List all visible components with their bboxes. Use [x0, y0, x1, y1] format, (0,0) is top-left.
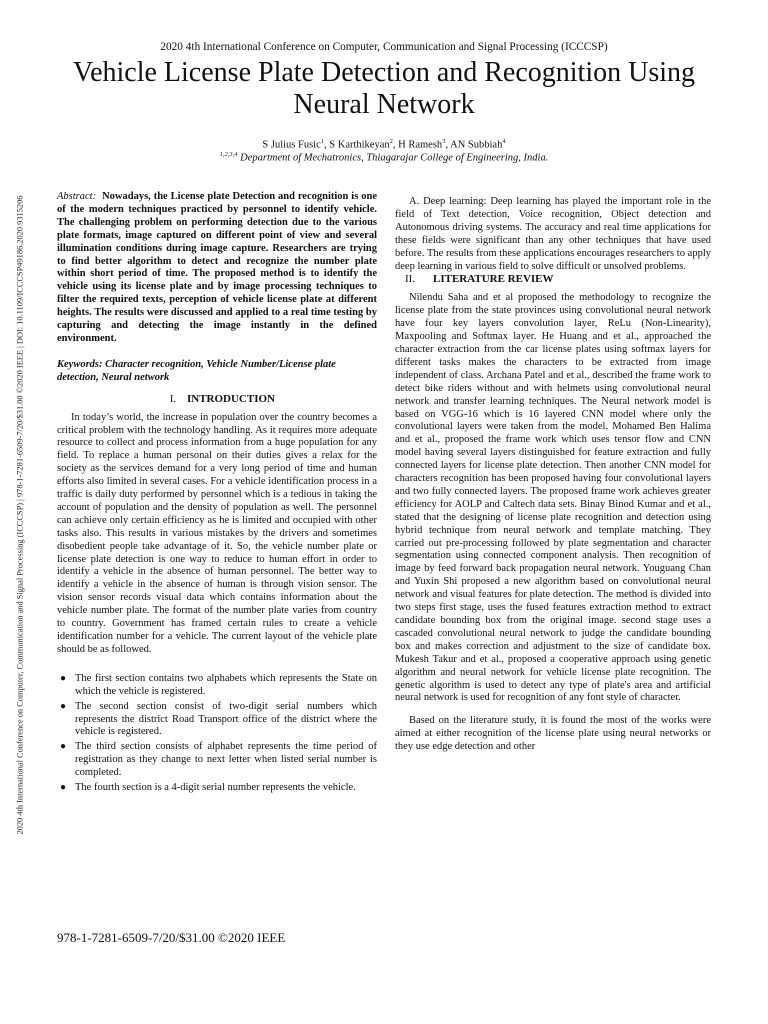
paper-title: Vehicle License Plate Detection and Recognition Using Neural Network [72, 57, 696, 120]
list-item [57, 701, 377, 740]
right-column [395, 196, 711, 754]
abstract-text: Nowadays, the License plate Detection and recognition is one of the modern techniques practiced by personnel to identify vehicle. The challenging problem on performing detection due to the various plate formats, image captured on different point of view and several illumination conditions during image capture. Researchers are trying to find better algorithm to detect and recognize the number plate within short period of time. The proposed method is to identify the vehicle using its license plate and by image processing techniques to filter the required texts, perception of vehicle license plate at different heights. The results were discussed and applied to a real time testing by capturing and detecting the image instantly in the defined environment. [57, 191, 377, 344]
section-number: II. [405, 273, 416, 286]
bullet-icon: ● [60, 700, 67, 712]
literature-summary-paragraph: Based on the literature study, it is found the most of the works were aimed at either recognition of the license plate using neural networks or they use edge detection and other [395, 715, 711, 753]
affiliation-text: Department of Mechatronics, Thiagarajar College of Engineering, India. [240, 152, 549, 164]
bullet-icon: ● [60, 741, 67, 753]
plate-format-list [57, 673, 377, 795]
copyright-footer: 978-1-7281-6509-7/20/$31.00 ©2020 IEEE [57, 930, 286, 945]
abstract-label: Abstract: [57, 191, 97, 202]
section-heading-literature-review [395, 273, 711, 286]
left-column [57, 191, 377, 797]
author-name: S Karthikeyan [329, 139, 390, 151]
introduction-paragraph: In today’s world, the increase in population over the country becomes a critical problem with the technology handling. As it requires more adequate resource to collect and process information from a huge population for any field. To replace a human personal on their duties gives a relax for the society as the services demand for a very long period of time and human efforts also limited in several cases. For a vehicle identification process in a traffic is daily duty performed by personnel which is a tedious in taking the account of population and the density of population as well. The personnel can achieve only certain efficiency as he is limited and occupied with other tasks also. This results in various mistakes by the drivers and sometimes disobedient people take advantage of it. So, the vehicle number plate or license plate detection is one way to reduce to human effort in order to identify a vehicle in the absence of human personnel. The better way to identify a vehicle in the absence of human is through vision sensor. The vision sensor records visual data which contains information about the vehicle number plate. The format of the number plate varies from country to country. Government has framed certain rules to create a vehicle identification number for a vehicle. The current layout of the vehicle plate should be as followed. [57, 411, 377, 655]
author-name: S Julius Fusic [262, 139, 321, 151]
doi-sidebar [10, 140, 30, 890]
bullet-icon: ● [60, 672, 67, 684]
list-item [57, 673, 377, 699]
author-sup: 3 [442, 138, 446, 145]
bullet-icon: ● [60, 782, 67, 794]
list-item-text: The third section consists of alphabet represents the time period of registration as they change to next letter when listed serial number is completed. [75, 741, 377, 779]
author-sup: 1 [320, 138, 325, 145]
author-name: AN Subbiah [450, 139, 503, 151]
deep-learning-paragraph: A. Deep learning: Deep learning has played the important role in the field of Text detection, Voice recognition, Object detection and Autonomous driving systems. The accuracy and real time applications for these fields were significant than any other techniques that have used before. The results from these applications encourages researchers to apply deep learning in various field to solve difficult or unsolved problems. [395, 196, 711, 272]
doi-sidebar-text: 2020 4th International Conference on Computer, Communication and Signal Processing (ICCCSP) | 978-1-7281-6509-7/20/$31.00 ©2020 IEEE | DOI: 10.1109/ICCCSP49186.2020.9315206 [15, 195, 25, 835]
author-name: H Ramesh [398, 139, 443, 151]
conference-header: 2020 4th International Conference on Computer, Communication and Signal Processing (ICCCSP) [160, 41, 608, 53]
list-item-text: The first section contains two alphabets which represents the State on which the vehicle is registered. [75, 672, 377, 697]
section-number: I. [169, 392, 177, 405]
section-title: INTRODUCTION [186, 392, 275, 405]
author-sup: 4 [502, 138, 506, 145]
list-item [57, 782, 377, 795]
affiliation [0, 151, 768, 164]
author-list: S Julius Fusic$^1$, S Karthikeyan$^2$, H Ramesh$^3$, AN Subbiah$^4$ [262, 138, 506, 151]
section-heading-introduction [57, 393, 377, 406]
paragraph-spacer [395, 705, 711, 715]
list-item [57, 741, 377, 780]
affiliation-sup: 1,2,3,4 [219, 151, 238, 158]
abstract [57, 191, 377, 346]
section-title: LITERATURE REVIEW [433, 273, 554, 286]
list-item-text: The second section consist of two-digit serial numbers which represents the district Road Transport office of the district where the vehicle is registered. [75, 700, 377, 738]
keywords: Keywords: Character recognition, Vehicle Number/License plate detection, Neural network [57, 358, 336, 383]
author-sup: 2 [389, 138, 393, 145]
literature-review-paragraph: Nilendu Saha and et al proposed the methodology to recognize the license plate from the state provinces using convolutional neural network have four key layers convolution layer, ReLu (Non-Linearity), Maxpooling and Softmax layer. He Huang and et al., approached the character extraction from the car license plates using softmax layers for different tasks makes the characters to be extracted from image independent of class. Archana Patel and et al., described the frame work to detect bike riders without and with helmets using convolutional neural network and transfer learning techniques. The Neural network model is based on VGG-16 which is 16 layered CNN model where only the convolutional layers were taken from the model. Mohamed Ben Halima and et al., proposed the frame work which uses tensor flow and CNN model having several layers distinguished for feature extraction and fully connected layers for license plate detection. Then another CNN model for characters recognition has been proposed having four convolutional layers and two fully connected layers. The proposed frame work achieves greater efficiency for AOLP and Caltech data sets. Binay Binod Kumar and et al., stated that the designing of license plate recognition and detection using hybrid technique from neural network and template matching. They carried out pre-processing followed by plate segmentation and character segmentation using connected component analysis. Then recognition of image by feed forward back propagation neural network. Youguang Chan and Yuxin Shi proposed a new algorithm based on convolutional neural network and visual features for plate detection. The method is divided into two steps first stage, uses the fused features extraction method to extract candidate bounding box from the original image. second stage uses a cascaded convolutional neural network to judge the candidate bounding box and makes correction and adjustment to the size of candidate box. Mukesh Takur and et al., proposed a cooperative approach using genetic algorithm and neural network for vehicle license plate recognition. The genetic algorithm is used to detect any type of plate's area and artificial neural network is used for recognition of any font style of character. [395, 292, 711, 704]
list-item-text: The fourth section is a 4-digit serial number represents the vehicle. [75, 782, 356, 794]
